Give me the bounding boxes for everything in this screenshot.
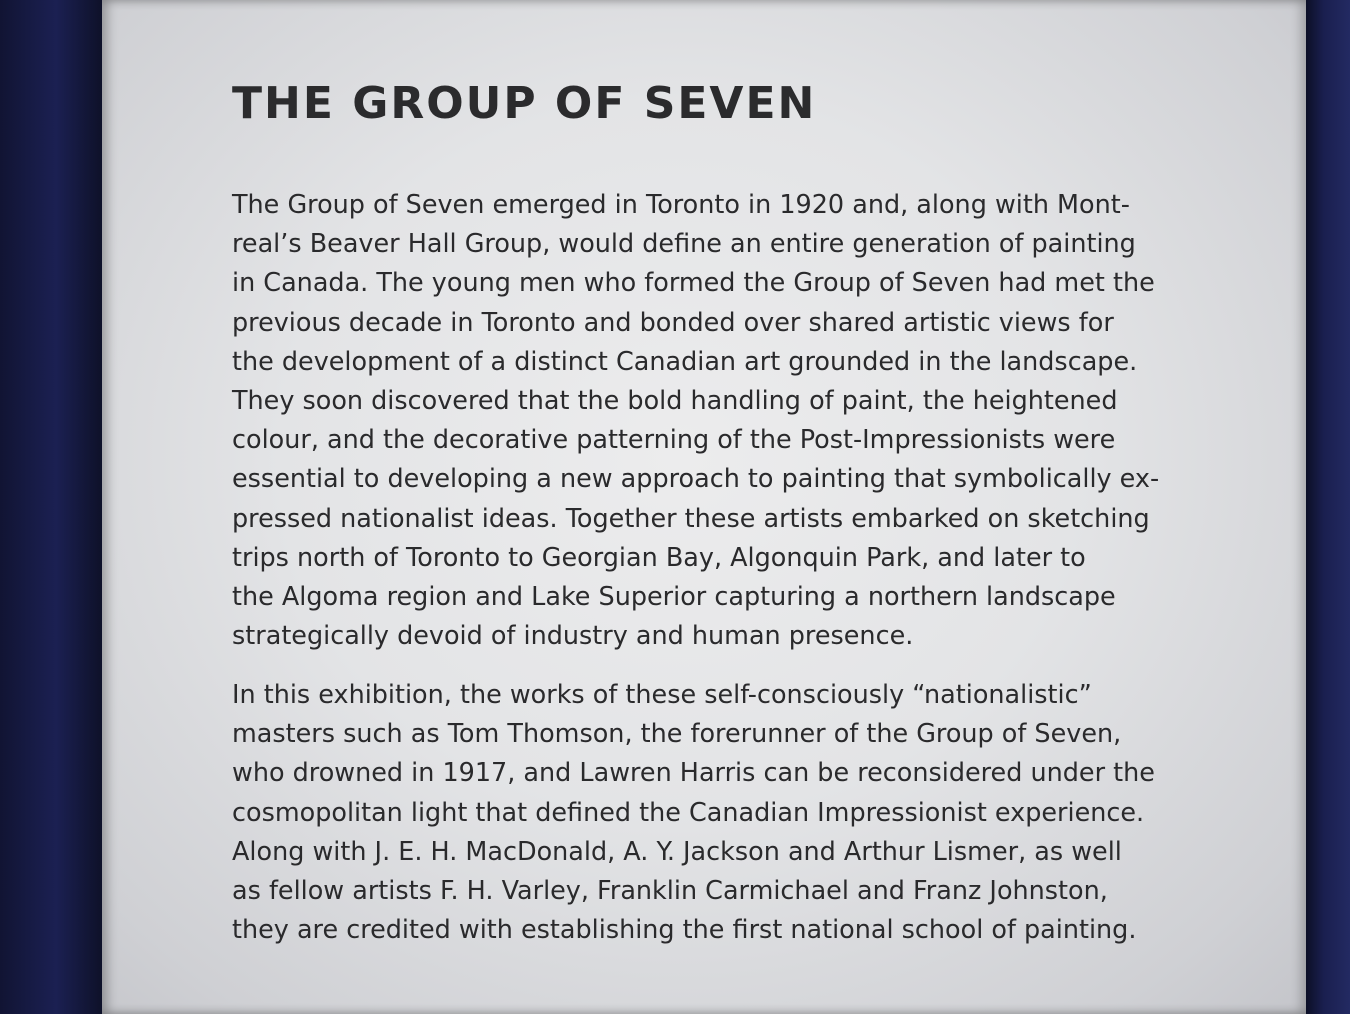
sign-title: THE GROUP OF SEVEN bbox=[232, 78, 817, 129]
text-line: The Group of Seven emerged in Toronto in 1920 and, along with Mont- bbox=[232, 190, 1130, 220]
text-line: They soon discovered that the bold handling of paint, the heightened bbox=[232, 386, 1118, 417]
paragraph-2 bbox=[232, 676, 1192, 950]
text-line: masters such as Tom Thomson, the forerunner of the Group of Seven, bbox=[232, 719, 1122, 750]
text-line: colour, and the decorative patterning of the Post-Impressionists were bbox=[232, 425, 1116, 456]
text-line: essential to developing a new approach to painting that symbolically ex- bbox=[232, 464, 1160, 495]
text-line: Along with J. E. H. MacDonald, A. Y. Jackson and Arthur Lismer, as well bbox=[232, 836, 1122, 867]
text-line: trips north of Toronto to Georgian Bay, Algonquin Park, and later to bbox=[232, 542, 1086, 573]
text-line: cosmopolitan light that defined the Canadian Impressionist experience. bbox=[232, 797, 1145, 828]
text-line: as fellow artists F. H. Varley, Franklin Carmichael and Franz Johnston, bbox=[232, 876, 1108, 907]
text-line: previous decade in Toronto and bonded over shared artistic views for bbox=[232, 307, 1114, 338]
text-line: strategically devoid of industry and human presence. bbox=[232, 621, 914, 652]
paragraph-1 bbox=[232, 186, 1192, 656]
text-line: who drowned in 1917, and Lawren Harris can be reconsidered under the bbox=[232, 758, 1155, 789]
text-line: in Canada. The young men who formed the Group of Seven had met the bbox=[232, 268, 1155, 299]
dark-wall-left bbox=[0, 0, 102, 1014]
text-line: they are credited with establishing the first national school of painting. bbox=[232, 915, 1137, 946]
text-line: real’s Beaver Hall Group, would define an entire generation of painting bbox=[232, 229, 1136, 260]
text-line: the Algoma region and Lake Superior capturing a northern landscape bbox=[232, 582, 1116, 613]
text-line: the development of a distinct Canadian art grounded in the landscape. bbox=[232, 346, 1138, 377]
dark-wall-right bbox=[1306, 0, 1350, 1014]
text-line: pressed nationalist ideas. Together these artists embarked on sketching bbox=[232, 503, 1150, 534]
text-line: In this exhibition, the works of these self-consciously “nationalistic” bbox=[232, 680, 1092, 710]
